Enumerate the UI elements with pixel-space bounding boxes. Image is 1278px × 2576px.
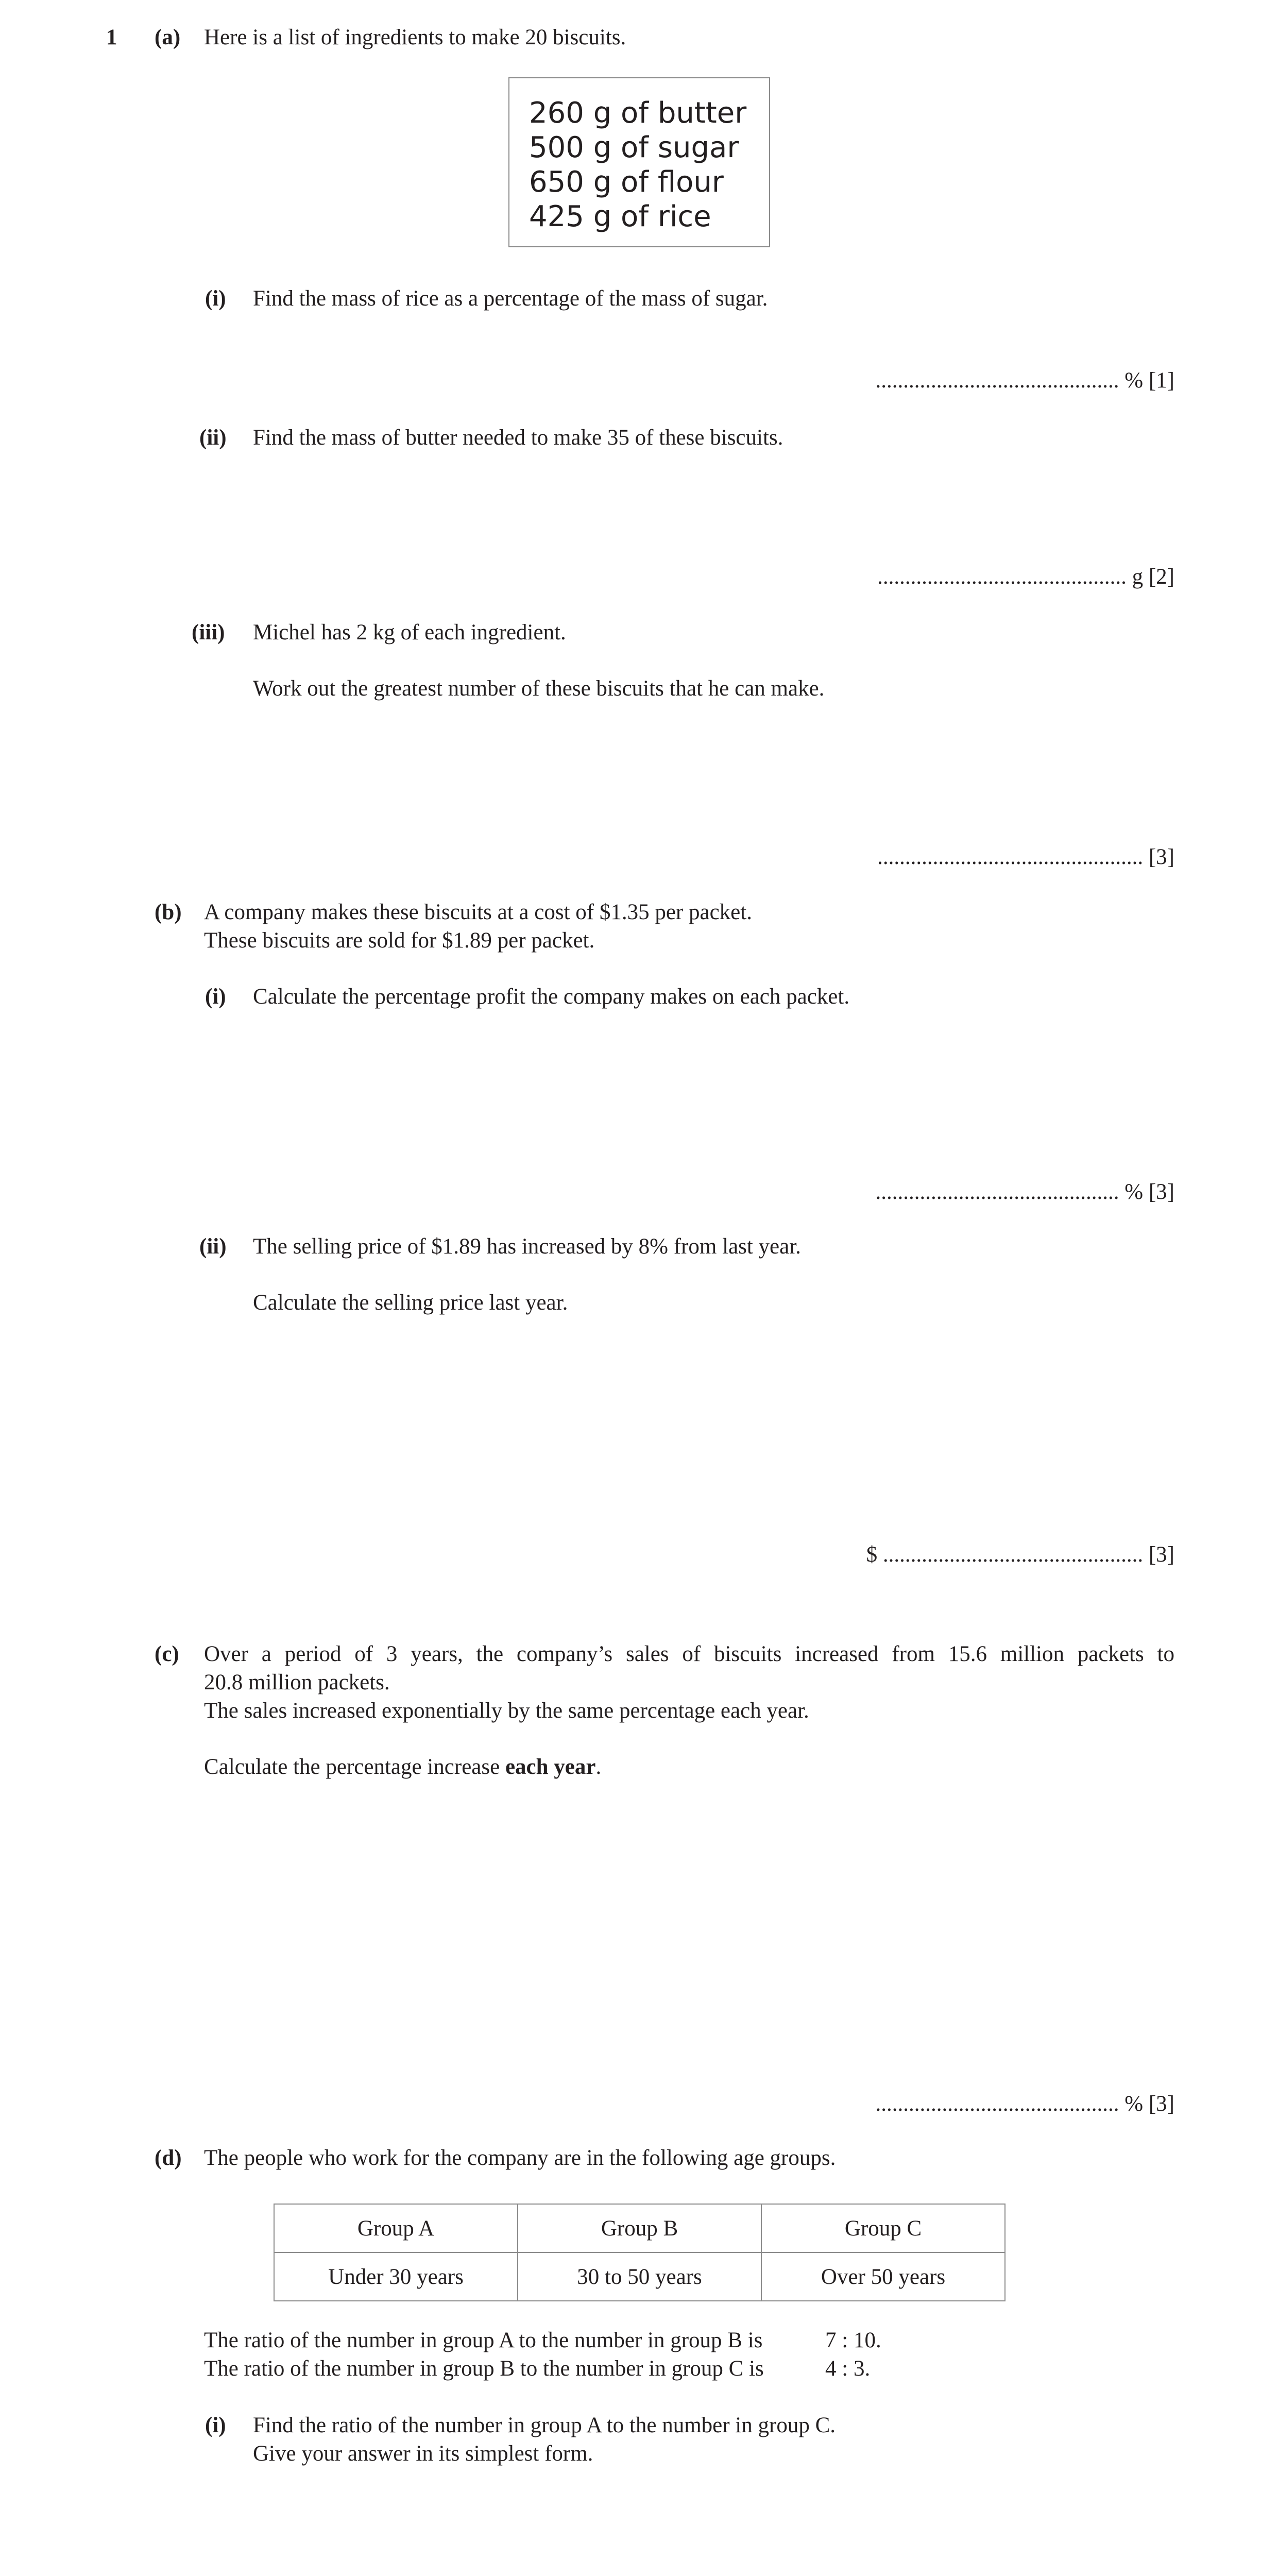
part-b-i-question: Calculate the percentage profit the company makes on each packet. bbox=[253, 985, 850, 1009]
ratio-a-b-text: The ratio of the number in group A to the number in group B is bbox=[204, 2328, 763, 2352]
part-c-line3: The sales increased exponentially by the same percentage each year. bbox=[204, 1699, 809, 1723]
part-c-answer-line[interactable]: ............................................ % [3] bbox=[875, 2092, 1174, 2116]
part-b-ii-instruction: Calculate the selling price last year. bbox=[253, 1291, 568, 1315]
part-a-intro: Here is a list of ingredients to make 20 biscuits. bbox=[204, 25, 626, 49]
part-c-line1: Over a period of 3 years, the company’s sales of biscuits increased from 15.6 million packets to bbox=[204, 1642, 1174, 1666]
part-a-i-answer-line[interactable]: ............................................ % [1] bbox=[875, 368, 1174, 393]
ratio-b-c-text: The ratio of the number in group B to the number in group C is bbox=[204, 2357, 764, 2381]
part-d-i-label: (i) bbox=[205, 2413, 226, 2437]
part-a-label: (a) bbox=[155, 25, 181, 49]
table-cell-group-c: Over 50 years bbox=[761, 2252, 1005, 2301]
table-cell-group-a: Under 30 years bbox=[274, 2252, 518, 2301]
part-d-i-instruction: Give your answer in its simplest form. bbox=[253, 2442, 593, 2466]
table-header-row bbox=[274, 2204, 1005, 2252]
part-a-ii-question: Find the mass of butter needed to make 35 of these biscuits. bbox=[253, 426, 783, 450]
ingredient-butter: 260 g of butter bbox=[529, 96, 747, 130]
ingredients-box bbox=[508, 77, 770, 247]
part-a-ii-label: (ii) bbox=[199, 426, 227, 450]
part-c-instruction: Calculate the percentage increase each year. bbox=[204, 1755, 602, 1779]
ingredient-sugar: 500 g of sugar bbox=[529, 131, 739, 164]
age-groups-table bbox=[274, 2204, 1006, 2301]
part-a-iii-label: (iii) bbox=[192, 620, 225, 645]
part-c-emphasis: each year bbox=[505, 1755, 596, 1779]
part-a-iii-answer-line[interactable]: ................................................ [3] bbox=[877, 845, 1174, 869]
part-a-ii-answer-line[interactable]: ............................................. g [2] bbox=[877, 565, 1174, 589]
table-header-group-b: Group B bbox=[518, 2204, 761, 2252]
part-b-line1: A company makes these biscuits at a cost of $1.35 per packet. bbox=[204, 900, 752, 924]
ratio-a-b-value: 7 : 10. bbox=[825, 2328, 881, 2352]
table-header-group-c: Group C bbox=[761, 2204, 1005, 2252]
part-b-label: (b) bbox=[155, 900, 182, 924]
part-c-line2: 20.8 million packets. bbox=[204, 1670, 390, 1694]
ingredient-rice: 425 g of rice bbox=[529, 200, 711, 233]
part-c-label: (c) bbox=[155, 1642, 179, 1666]
table-header-group-a: Group A bbox=[274, 2204, 518, 2252]
part-b-ii-question: The selling price of $1.89 has increased by 8% from last year. bbox=[253, 1234, 801, 1259]
part-b-ii-answer-line[interactable]: $ ............................................... [3] bbox=[866, 1543, 1174, 1567]
table-cell-group-b: 30 to 50 years bbox=[518, 2252, 761, 2301]
part-b-i-answer-line[interactable]: ............................................ % [3] bbox=[875, 1180, 1174, 1204]
part-a-iii-question: Michel has 2 kg of each ingredient. bbox=[253, 620, 566, 645]
part-d-label: (d) bbox=[155, 2146, 182, 2170]
part-b-line2: These biscuits are sold for $1.89 per packet. bbox=[204, 928, 595, 953]
part-a-i-label: (i) bbox=[205, 286, 226, 311]
part-d-intro: The people who work for the company are in the following age groups. bbox=[204, 2146, 836, 2170]
part-b-i-label: (i) bbox=[205, 985, 226, 1009]
part-d-i-question: Find the ratio of the number in group A to the number in group C. bbox=[253, 2413, 836, 2437]
part-a-iii-instruction: Work out the greatest number of these biscuits that he can make. bbox=[253, 676, 825, 701]
table-row bbox=[274, 2252, 1005, 2301]
part-b-ii-label: (ii) bbox=[199, 1234, 227, 1259]
part-a-i-question: Find the mass of rice as a percentage of the mass of sugar. bbox=[253, 286, 768, 311]
ingredient-flour: 650 g of flour bbox=[529, 165, 724, 199]
question-number: 1 bbox=[106, 25, 117, 49]
ratio-b-c-value: 4 : 3. bbox=[825, 2357, 871, 2381]
